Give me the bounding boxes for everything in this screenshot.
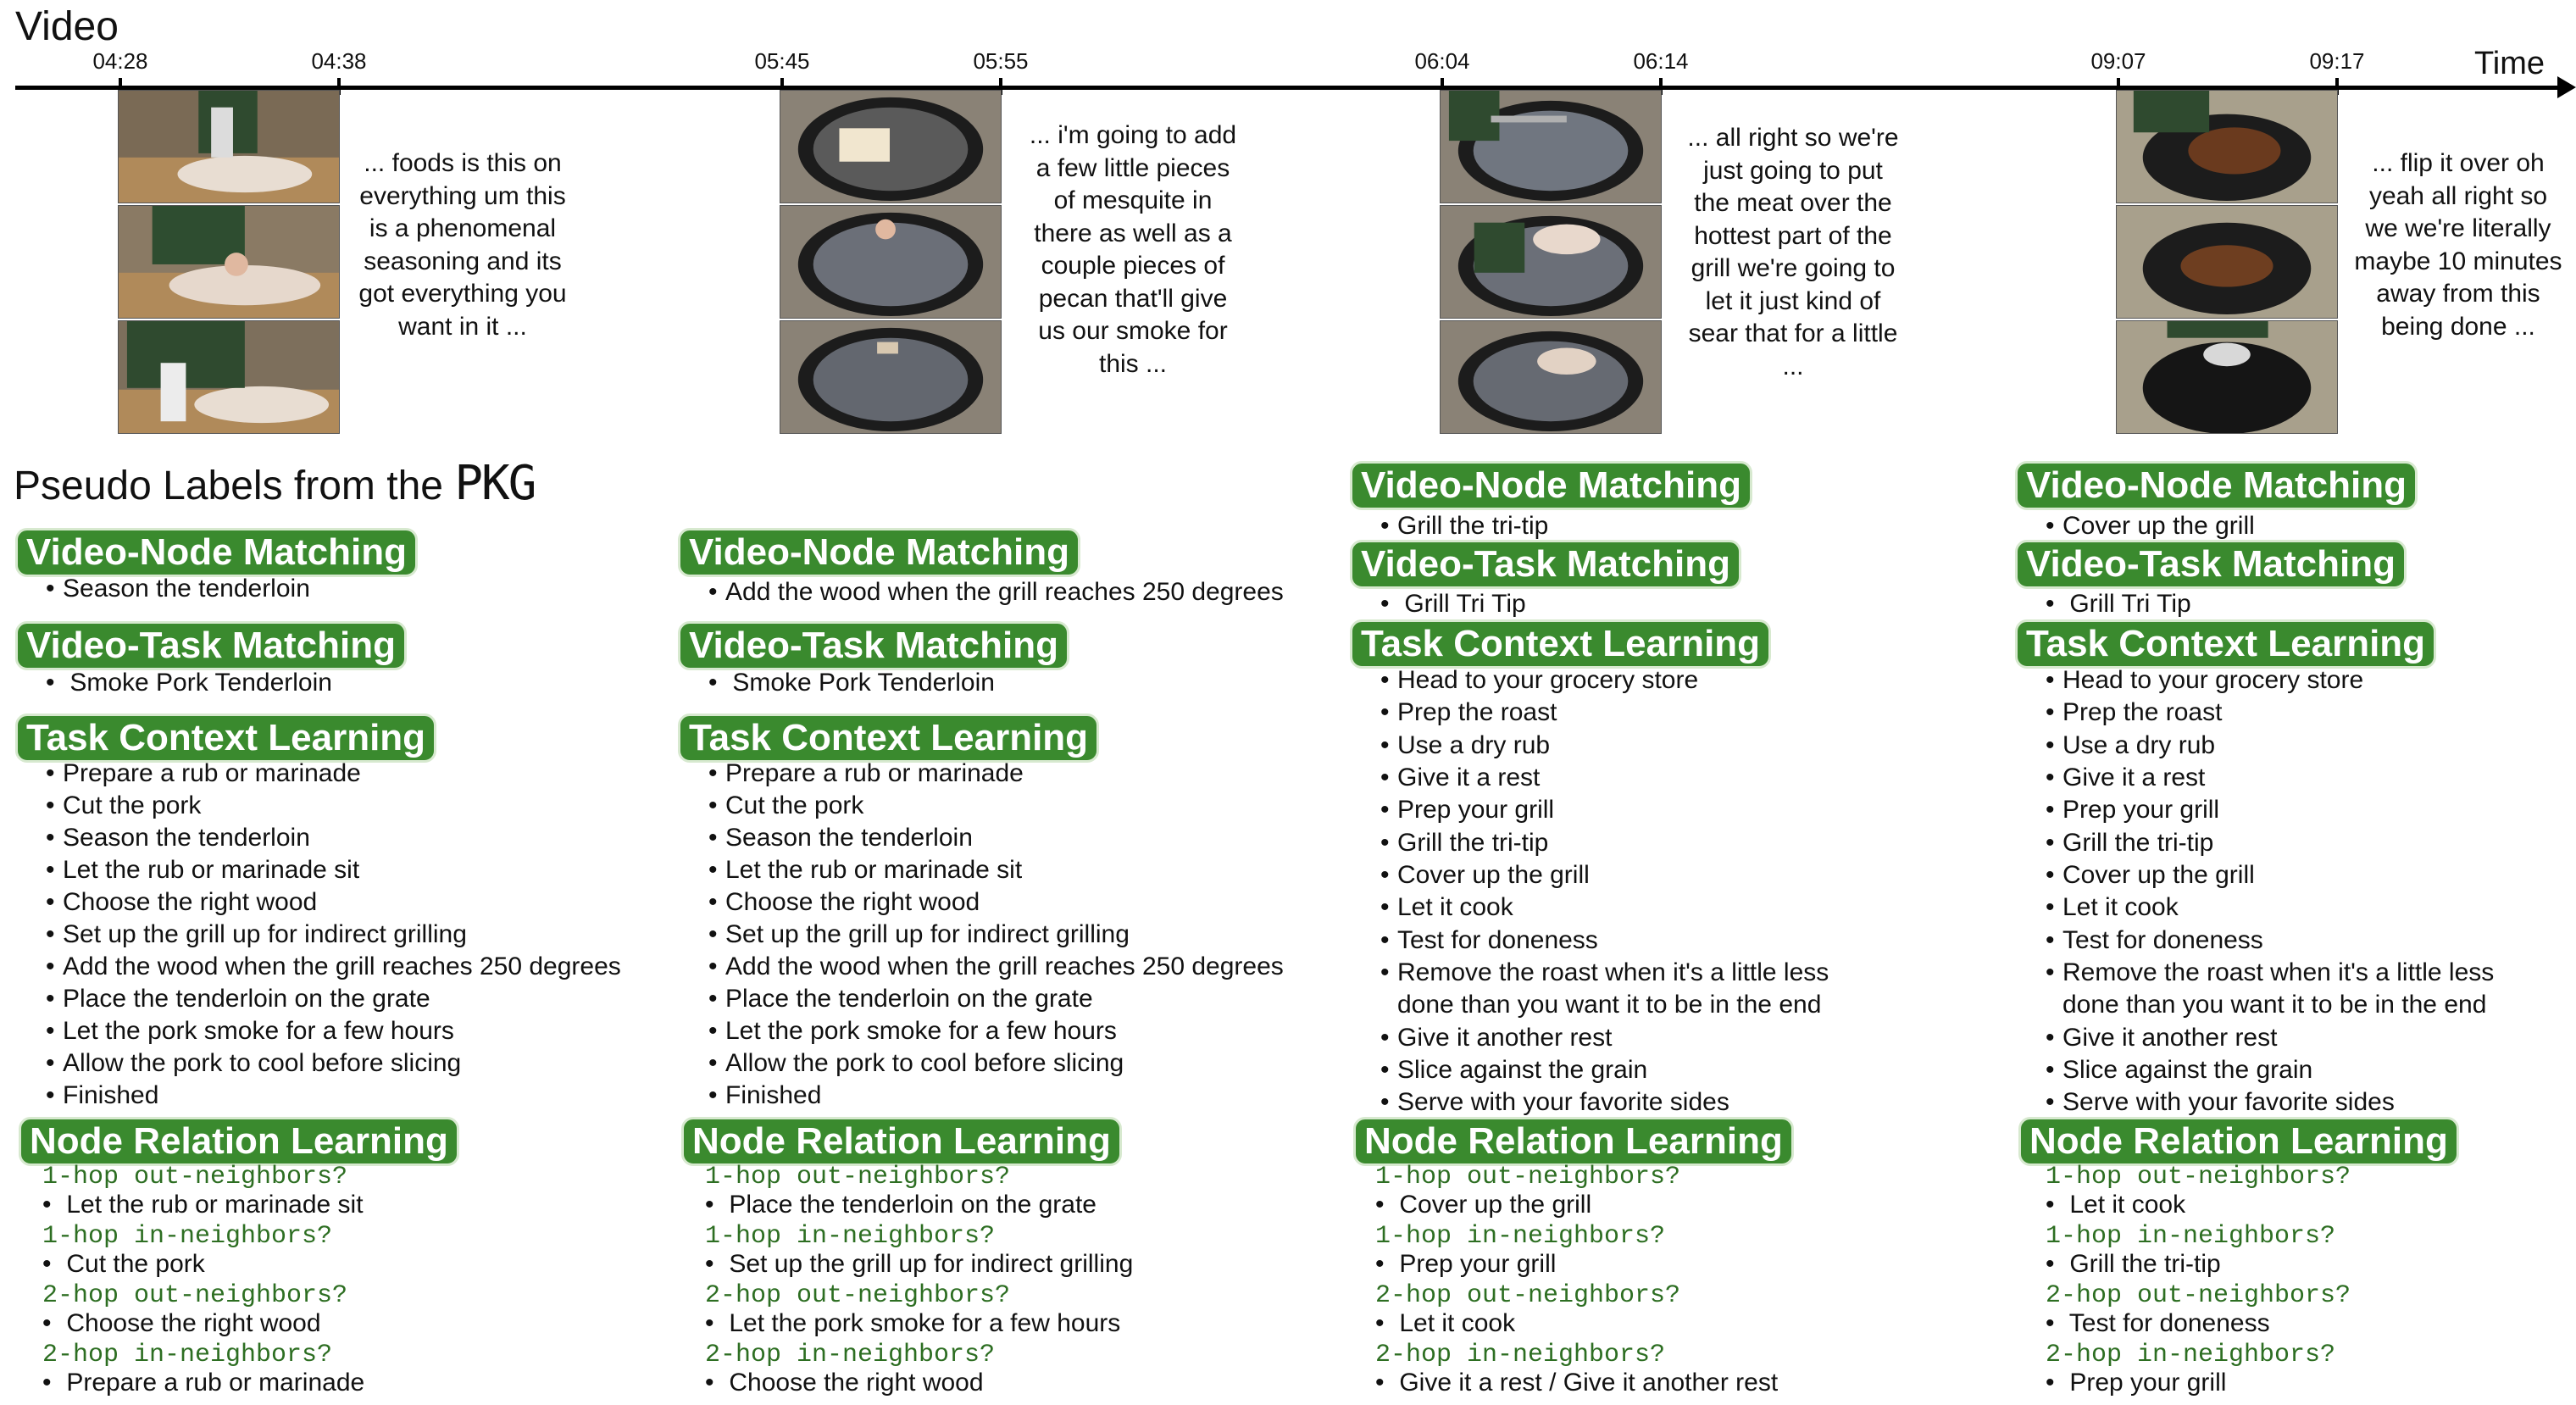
section-header-video-task: Video-Task Matching	[15, 621, 407, 670]
video-frame	[2116, 320, 2338, 434]
list-item: • Smoke Pork Tenderloin	[708, 669, 995, 697]
list-item-continuation: done than you want it to be in the end	[2062, 991, 2487, 1019]
relation-question: 1-hop out-neighbors?	[42, 1163, 348, 1191]
list-item: • Give it another rest	[1380, 1024, 1613, 1052]
list-item: • Let the rub or marinade sit	[708, 856, 1023, 884]
list-item: • Choose the right wood	[708, 888, 980, 916]
list-item: • Season the tenderloin	[46, 575, 310, 603]
timestamp-start: 06:04	[1414, 48, 1470, 74]
list-item: • Use a dry rub	[2046, 731, 2216, 759]
list-item-continuation: done than you want it to be in the end	[1397, 991, 1822, 1019]
list-item: • Give it a rest	[1380, 764, 1541, 791]
video-frame	[2116, 90, 2338, 203]
section-header-task-context: Task Context Learning	[678, 714, 1099, 763]
list-item: • Grill the tri-tip	[1380, 512, 1549, 540]
transcript-text: ... flip it over oh yeah all right so we we're literally maybe 10 minutes away from this being done ...	[2354, 149, 2562, 341]
frame-strip	[2116, 90, 2338, 436]
timestamp-end: 09:17	[2309, 48, 2365, 74]
section-header-node-relation: Node Relation Learning	[1353, 1117, 1794, 1166]
relation-question: 1-hop in-neighbors?	[1375, 1222, 1666, 1251]
frame-strip	[118, 90, 340, 436]
list-item: • Finished	[708, 1081, 822, 1109]
relation-question: 1-hop in-neighbors?	[705, 1222, 996, 1251]
transcript-text: ... all right so we're just going to put the meat over the hottest part of the grill we're going to let it just kind of sear that for a little ...	[1687, 124, 1899, 380]
video-frame	[118, 320, 340, 434]
relation-question: 2-hop out-neighbors?	[1375, 1281, 1681, 1310]
timeline-arrow-head	[2557, 76, 2576, 98]
list-item: • Test for doneness	[2046, 926, 2263, 954]
list-item: • Add the wood when the grill reaches 250 degrees	[46, 952, 621, 980]
section-header-video-node: Video-Node Matching	[15, 528, 418, 577]
list-item: • Season the tenderloin	[708, 824, 973, 852]
relation-question: 2-hop out-neighbors?	[705, 1281, 1011, 1310]
pkg-heading	[14, 456, 535, 511]
video-frame	[118, 205, 340, 319]
relation-answer: • Set up the grill up for indirect grilling	[705, 1250, 1134, 1278]
list-item: • Place the tenderloin on the grate	[46, 985, 430, 1013]
list-item: • Remove the roast when it's a little less	[1380, 958, 1829, 986]
relation-answer: • Place the tenderloin on the grate	[705, 1191, 1096, 1219]
relation-question: 2-hop out-neighbors?	[2046, 1281, 2351, 1310]
relation-answer: • Choose the right wood	[42, 1309, 321, 1337]
relation-question: 1-hop out-neighbors?	[2046, 1163, 2351, 1191]
list-item: • Prep your grill	[2046, 796, 2220, 824]
video-timeline	[0, 0, 2576, 441]
list-item: • Use a dry rub	[1380, 731, 1551, 759]
list-item: • Serve with your favorite sides	[1380, 1088, 1729, 1116]
time-label: Time	[2474, 46, 2545, 81]
relation-answer: • Choose the right wood	[705, 1369, 984, 1397]
list-item: • Cut the pork	[708, 791, 864, 819]
timestamp-end: 06:14	[1633, 48, 1689, 74]
relation-answer: • Let it cook	[2046, 1191, 2186, 1219]
video-frame	[1440, 205, 1662, 319]
section-header-node-relation: Node Relation Learning	[19, 1117, 459, 1166]
timestamp-start: 05:45	[754, 48, 810, 74]
list-item: • Slice against the grain	[2046, 1056, 2313, 1084]
frame-strip	[780, 90, 1002, 436]
video-frame	[1440, 320, 1662, 434]
section-header-node-relation: Node Relation Learning	[2018, 1117, 2459, 1166]
relation-answer: • Test for doneness	[2046, 1309, 2270, 1337]
section-header-video-node: Video-Node Matching	[1350, 461, 1752, 510]
frame-strip	[1440, 90, 1662, 436]
section-header-video-task: Video-Task Matching	[678, 621, 1069, 670]
list-item: • Serve with your favorite sides	[2046, 1088, 2395, 1116]
section-header-task-context: Task Context Learning	[15, 714, 436, 763]
video-frame	[118, 90, 340, 203]
video-frame	[780, 90, 1002, 203]
list-item: • Let the pork smoke for a few hours	[708, 1017, 1117, 1045]
relation-question: 2-hop out-neighbors?	[42, 1281, 348, 1310]
video-label: Video	[15, 4, 119, 49]
list-item: • Test for doneness	[1380, 926, 1598, 954]
list-item: • Allow the pork to cool before slicing	[46, 1049, 462, 1077]
relation-answer: • Prep your grill	[1375, 1250, 1557, 1278]
list-item: • Grill the tri-tip	[1380, 829, 1549, 857]
relation-answer: • Let the rub or marinade sit	[42, 1191, 364, 1219]
relation-answer: • Cover up the grill	[1375, 1191, 1592, 1219]
relation-answer: • Cut the pork	[42, 1250, 205, 1278]
relation-question: 1-hop in-neighbors?	[42, 1222, 333, 1251]
relation-question: 2-hop in-neighbors?	[2046, 1341, 2336, 1369]
list-item: • Add the wood when the grill reaches 250 degrees	[708, 578, 1284, 606]
list-item: • Add the wood when the grill reaches 250 degrees	[708, 952, 1284, 980]
video-frame	[780, 320, 1002, 434]
list-item: • Prepare a rub or marinade	[46, 759, 361, 787]
relation-answer: • Prepare a rub or marinade	[42, 1369, 365, 1397]
list-item: • Allow the pork to cool before slicing	[708, 1049, 1124, 1077]
list-item: • Set up the grill up for indirect grilling	[708, 920, 1130, 948]
relation-answer: • Let the pork smoke for a few hours	[705, 1309, 1121, 1337]
list-item: • Let it cook	[1380, 893, 1513, 921]
list-item: • Grill Tri Tip	[2046, 590, 2191, 618]
relation-question: 2-hop in-neighbors?	[1375, 1341, 1666, 1369]
list-item: • Cover up the grill	[2046, 512, 2255, 540]
list-item: • Head to your grocery store	[2046, 666, 2364, 694]
section-header-video-task: Video-Task Matching	[2015, 540, 2407, 589]
list-item: • Cover up the grill	[1380, 861, 1590, 889]
list-item: • Head to your grocery store	[1380, 666, 1699, 694]
section-header-task-context: Task Context Learning	[2015, 619, 2436, 669]
list-item: • Let the rub or marinade sit	[46, 856, 360, 884]
list-item: • Grill Tri Tip	[1380, 590, 1526, 618]
relation-answer: • Give it a rest / Give it another rest	[1375, 1369, 1779, 1397]
video-frame	[2116, 205, 2338, 319]
list-item: • Cut the pork	[46, 791, 202, 819]
list-item: • Cover up the grill	[2046, 861, 2255, 889]
timestamp-start: 04:28	[92, 48, 148, 74]
list-item: • Prepare a rub or marinade	[708, 759, 1024, 787]
list-item: • Smoke Pork Tenderloin	[46, 669, 332, 697]
list-item: • Remove the roast when it's a little less	[2046, 958, 2495, 986]
list-item: • Finished	[46, 1081, 159, 1109]
relation-question: 1-hop in-neighbors?	[2046, 1222, 2336, 1251]
list-item: • Prep the roast	[1380, 698, 1557, 726]
relation-answer: • Grill the tri-tip	[2046, 1250, 2221, 1278]
transcript-text: ... foods is this on everything um this is a phenomenal seasoning and its got everything you want in it ...	[358, 149, 567, 341]
section-header-video-task: Video-Task Matching	[1350, 540, 1741, 589]
relation-answer: • Prep your grill	[2046, 1369, 2227, 1397]
list-item: • Place the tenderloin on the grate	[708, 985, 1093, 1013]
list-item: • Set up the grill up for indirect grilling	[46, 920, 467, 948]
timestamp-end: 04:38	[311, 48, 367, 74]
list-item: • Season the tenderloin	[46, 824, 310, 852]
video-frame	[1440, 90, 1662, 203]
list-item: • Give it another rest	[2046, 1024, 2278, 1052]
section-header-video-node: Video-Node Matching	[678, 528, 1080, 577]
list-item: • Let it cook	[2046, 893, 2179, 921]
relation-question: 2-hop in-neighbors?	[42, 1341, 333, 1369]
relation-answer: • Let it cook	[1375, 1309, 1516, 1337]
list-item: • Slice against the grain	[1380, 1056, 1648, 1084]
list-item: • Grill the tri-tip	[2046, 829, 2214, 857]
list-item: • Let the pork smoke for a few hours	[46, 1017, 454, 1045]
pkg-heading-text: Pseudo Labels from the	[14, 464, 455, 508]
pkg-heading-acronym: PKG	[454, 456, 536, 511]
relation-question: 2-hop in-neighbors?	[705, 1341, 996, 1369]
section-header-task-context: Task Context Learning	[1350, 619, 1771, 669]
section-header-video-node: Video-Node Matching	[2015, 461, 2418, 510]
list-item: • Give it a rest	[2046, 764, 2206, 791]
list-item: • Prep your grill	[1380, 796, 1555, 824]
timestamp-end: 05:55	[973, 48, 1029, 74]
transcript-text: ... i'm going to add a few little pieces of mesquite in there as well as a couple pieces of pecan that'll give us our smoke for this ...	[1029, 121, 1237, 378]
section-header-node-relation: Node Relation Learning	[681, 1117, 1122, 1166]
relation-question: 1-hop out-neighbors?	[1375, 1163, 1681, 1191]
list-item: • Prep the roast	[2046, 698, 2223, 726]
timestamp-start: 09:07	[2090, 48, 2146, 74]
list-item: • Choose the right wood	[46, 888, 318, 916]
relation-question: 1-hop out-neighbors?	[705, 1163, 1011, 1191]
video-frame	[780, 205, 1002, 319]
